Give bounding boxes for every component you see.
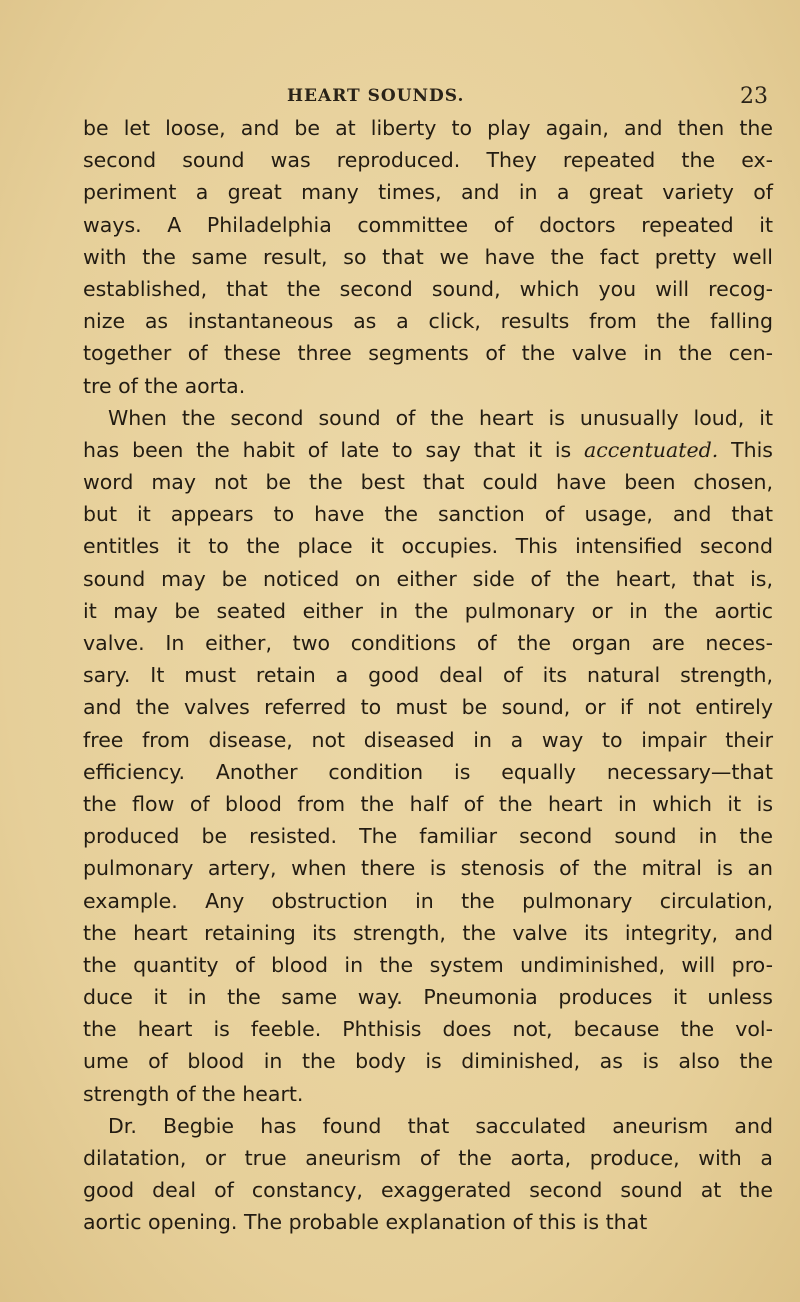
text-line: word may not be the best that could have been chosen,: [83, 470, 773, 495]
text-line: be let loose, and be at liberty to play again, and then the: [83, 116, 773, 140]
text-line: sary. It must retain a good deal of its natural strength,: [83, 663, 773, 688]
text-line: produced be resisted. The familiar second sound in the: [83, 824, 773, 849]
text-line: ways. A Philadelphia committee of doctors repeated it: [83, 212, 773, 237]
text-line: aortic opening. The probable explanation of this is that: [83, 1210, 648, 1235]
text-line: second sound was reproduced. They repeated the ex-: [83, 148, 773, 173]
text-line: with the same result, so that we have the fact pretty well: [83, 244, 773, 269]
text-line: example. Any obstruction in the pulmonary circulation,: [83, 888, 773, 913]
text-line: together of these three segments of the valve in the cen-: [83, 341, 773, 366]
text-line: free from disease, not diseased in a way to impair their: [83, 727, 773, 752]
text-line: and the valves referred to must be sound, or if not entirely: [83, 695, 773, 720]
text-line: the quantity of blood in the system undiminished, will pro-: [83, 952, 773, 977]
text-run: This: [718, 437, 773, 462]
text-line: strength of the heart.: [83, 1081, 304, 1106]
text-line: the flow of blood from the half of the heart in which it is: [83, 791, 773, 816]
text-line: nize as instantaneous as a click, results from the falling: [83, 309, 773, 334]
text-line: sound may be noticed on either side of the heart, that is,: [83, 566, 773, 591]
text-line: the heart is feeble. Phthisis does not, because the vol-: [83, 1017, 773, 1042]
body-text: [83, 112, 773, 1239]
page-number: 23: [740, 84, 768, 109]
text-line: duce it in the same way. Pneumonia produces it unless: [83, 985, 773, 1010]
text-line: Dr. Begbie has found that sacculated aneurism and: [108, 1113, 773, 1138]
text-line: established, that the second sound, which you will recog-: [83, 276, 773, 301]
text-line: ume of blood in the body is diminished, as is also the: [83, 1049, 773, 1074]
text-line: entitles it to the place it occupies. This intensified second: [83, 534, 773, 559]
text-line: tre of the aorta.: [83, 373, 246, 398]
text-line: dilatation, or true aneurism of the aorta, produce, with a: [83, 1146, 773, 1170]
text-line: [83, 434, 773, 466]
text-line: When the second sound of the heart is unusually loud, it: [108, 405, 773, 430]
text-line: periment a great many times, and in a great variety of: [83, 180, 773, 205]
text-line: pulmonary artery, when there is stenosis of the mitral is an: [83, 856, 773, 881]
text-line: it may be seated either in the pulmonary or in the aortic: [83, 598, 773, 623]
running-title: HEART SOUNDS.: [287, 86, 465, 106]
text-line: efficiency. Another condition is equally necessary—that: [83, 759, 773, 784]
text-line: the heart retaining its strength, the valve its integrity, and: [83, 920, 773, 945]
text-run: has been the habit of late to say that it is: [83, 437, 585, 462]
text-line: good deal of constancy, exaggerated second sound at the: [83, 1178, 773, 1203]
text-line: valve. In either, two conditions of the organ are neces-: [83, 631, 773, 655]
text-line: but it appears to have the sanction of usage, and that: [83, 502, 773, 527]
italic-term: accentuated.: [584, 437, 719, 462]
